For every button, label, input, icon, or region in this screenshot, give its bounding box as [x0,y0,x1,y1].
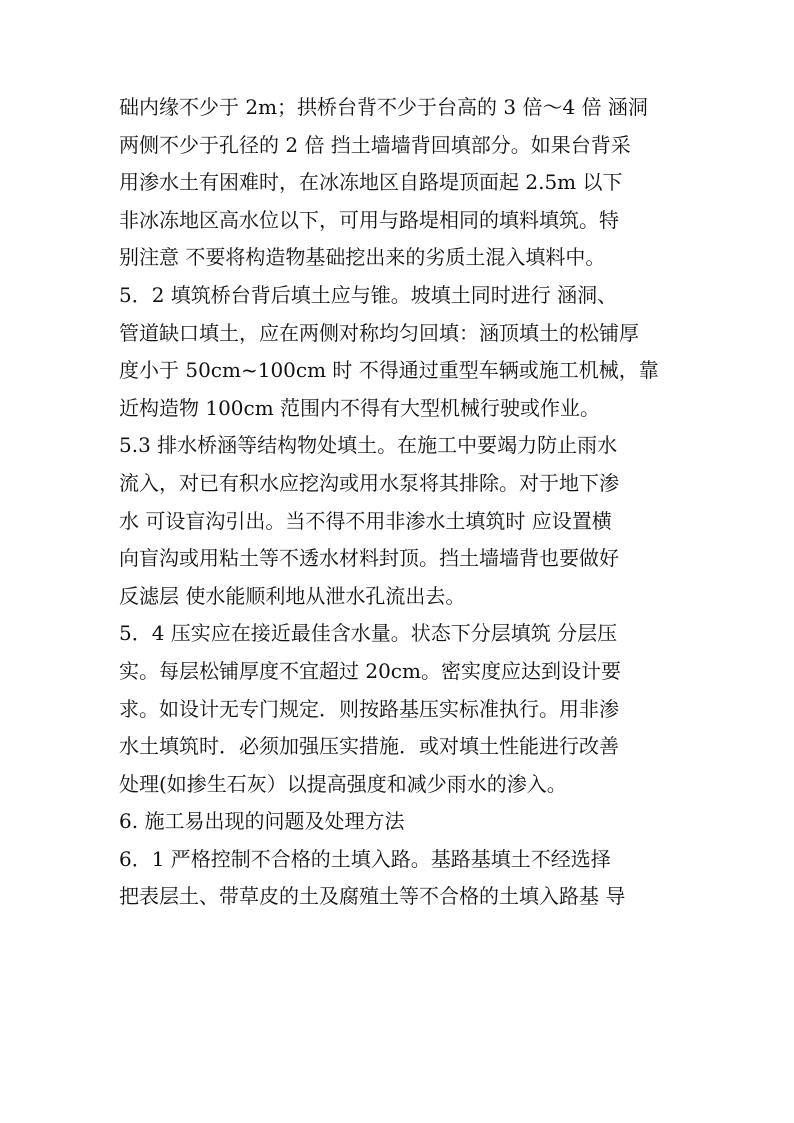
text-line: 别注意 不要将构造物基础挖出来的劣质土混入填料中。 [119,245,606,270]
text-line: 两侧不少于孔径的 2 倍 挡土墙墙背回填部分。如果台背采 [119,132,631,157]
text-line: 近构造物 100cm 范围内不得有大型机械行驶或作业。 [119,395,601,420]
text-line: 反滤层 使水能顺利地从泄水孔流出去。 [119,583,466,608]
text-line: 水 可设盲沟引出。当不得不用非渗水土填筑时 应设置横 [119,508,612,533]
text-line: 管道缺口填土，应在两侧对称均匀回填：涵顶填土的松铺厚 [119,320,639,345]
section-5-3-line: 5.3 排水桥涵等结构物处填土。在施工中要竭力防止雨水 [119,433,618,458]
text-line: 实。每层松铺厚度不宜超过 20cm。密实度应达到设计要 [119,658,621,683]
text-line: 处理(如掺生石灰）以提高强度和减少雨水的渗入。 [119,771,567,796]
section-6-heading: 6. 施工易出现的问题及处理方法 [119,809,405,834]
text-line: 水土填筑时．必须加强压实措施．或对填土性能进行改善 [119,734,619,759]
text-line: 用渗水土有困难时，在冰冻地区自路堤顶面起 2.5m 以下 [119,170,623,195]
section-6-1-line: 6．1 严格控制不合格的土填入路。基路基填土不经选择 [119,846,611,871]
body-text [119,89,679,916]
section-5-2-line: 5．2 填筑桥台背后填土应与锥。坡填土同时进行 涵洞、 [119,282,618,307]
section-5-4-line: 5．4 压实应在接近最佳含水量。状态下分层填筑 分层压 [119,621,618,646]
text-line: 流入，对已有积水应挖沟或用水泵将其排除。对于地下渗 [119,470,619,495]
text-line: 度小于 50cm~100cm 时 不得通过重型车辆或施工机械，靠 [119,358,659,383]
text-line: 把表层土、带草皮的土及腐殖土等不合格的土填入路基 导 [119,884,626,909]
text-line: 向盲沟或用粘土等不透水材料封顶。挡土墙墙背也要做好 [119,546,619,571]
text-line: 础内缘不少于 2m；拱桥台背不少于台高的 3 倍～4 倍 涵洞 [119,95,648,119]
text-line: 非冰冻地区高水位以下，可用与路堤相同的填料填筑。特 [119,207,619,232]
text-line: 求。如设计无专门规定．则按路基压实标准执行。用非渗 [119,696,619,721]
